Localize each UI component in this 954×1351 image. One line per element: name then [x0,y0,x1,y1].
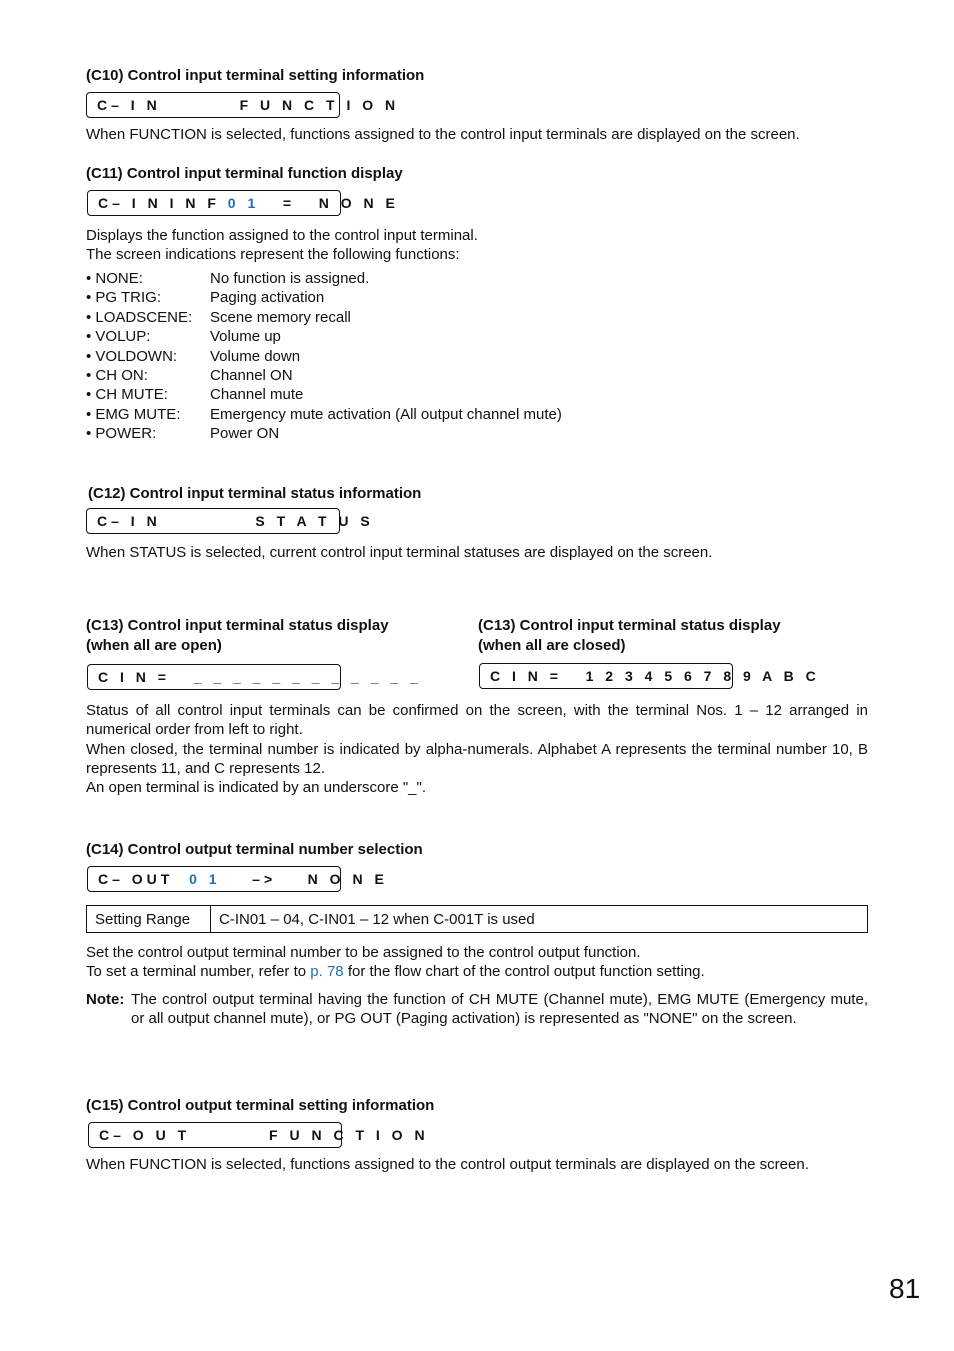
c14-lcd-number: 0 1 [189,871,221,887]
c13-description-2: When closed, the terminal number is indicated by alpha-numerals. Alphabet A represents the terminal number 10, B represents 11, and C represents 12. [86,741,868,778]
note-text: The control output terminal having the function of CH MUTE (Channel mute), EMG MUTE (Emergency mute, or all output channel mute), or PG OUT (Paging activation) is represented as "NONE" on the screen. [131,991,868,1028]
c14-description-1: Set the control output terminal number to be assigned to the control output function. [86,944,641,961]
function-list-item [86,308,686,328]
c11-lcd-suffix: = N O N E [259,195,399,211]
c15-lcd-display: C– O U T F U N C T I O N [88,1122,342,1148]
function-key: • CH ON: [86,367,148,384]
table-row [87,906,868,933]
c12-description: When STATUS is selected, current control input terminal statuses are displayed on the screen. [86,544,713,561]
note-label: Note: [86,991,125,1008]
function-desc: Channel ON [210,367,293,384]
c11-lcd-number: 0 1 [227,195,260,211]
c10-description: When FUNCTION is selected, functions assigned to the control input terminals are displayed on the screen. [86,126,800,143]
function-desc: Paging activation [210,289,325,307]
setting-range-label: Setting Range [87,906,211,933]
c14-lcd-prefix: C– OUT [98,871,190,887]
function-key: • PG TRIG: [86,289,161,307]
c14-description-2 [86,962,705,981]
c13-right-heading-2: (when all are closed) [478,637,626,654]
function-list-item [86,366,686,386]
setting-range-table [86,905,868,933]
c14-heading: (C14) Control output terminal number selection [86,841,423,858]
c13-open-lcd-display: C I N = _ _ _ _ _ _ _ _ _ _ _ _ [87,664,341,690]
function-list-item [86,385,686,405]
function-list-item [86,269,686,289]
function-desc: Volume down [210,347,301,365]
function-key: • VOLUP: [86,328,151,346]
c13-description-3: An open terminal is indicated by an underscore "_". [86,779,427,796]
c15-heading: (C15) Control output terminal setting information [86,1097,435,1114]
function-list-item [86,288,686,308]
c13-right-heading-1: (C13) Control input terminal status display [478,617,781,634]
function-list-item [86,424,686,444]
function-key: • EMG MUTE: [86,405,181,423]
c11-heading: (C11) Control input terminal function display [86,165,403,182]
setting-range-value: C-IN01 – 04, C-IN01 – 12 when C-001T is used [211,906,868,933]
c14-lcd-suffix: –> N O N E [220,871,388,887]
c11-description-1: Displays the function assigned to the control input terminal. [86,227,478,244]
c14-lcd-display [87,866,388,892]
c12-lcd-display: C– I N S T A T U S [86,508,340,534]
function-desc: Emergency mute activation (All output channel mute) [210,405,562,423]
page-number: 81 [889,1273,921,1304]
function-desc: Power ON [210,425,280,443]
function-key: • POWER: [86,425,157,443]
function-key: • LOADSCENE: [86,308,193,326]
function-desc: Volume up [210,328,281,346]
c15-description: When FUNCTION is selected, functions assigned to the control output terminals are displayed on the screen. [86,1156,809,1173]
page-78-link[interactable]: p. 78 [310,963,344,980]
c14-description-2-post: for the flow chart of the control output function setting. [343,963,705,980]
c12-heading: (C12) Control input terminal status information [88,485,422,502]
c14-note [86,990,868,1029]
function-desc: Channel mute [210,386,304,404]
function-key: • CH MUTE: [86,386,168,404]
c10-heading: (C10) Control input terminal setting information [86,67,425,84]
c14-description-2-pre: To set a terminal number, refer to [86,963,311,980]
function-desc: Scene memory recall [210,308,351,326]
function-desc: No function is assigned. [210,270,370,287]
function-list-item [86,405,686,425]
function-key: • VOLDOWN: [86,347,178,365]
c13-description-1: Status of all control input terminals can be confirmed on the screen, with the terminal Nos. 1 – 12 arranged in numerical order from left to right. [86,702,868,739]
c11-lcd-prefix: C– I N I N F [98,195,228,211]
c10-lcd-display: C– I N F U N C T I O N [86,92,340,118]
c13-closed-lcd-display: C I N = 1 2 3 4 5 6 7 8 9 A B C [479,663,733,689]
c13-left-heading-2: (when all are open) [86,637,222,654]
function-key: • NONE: [86,270,143,287]
c13-left-heading-1: (C13) Control input terminal status display [86,617,389,634]
c11-description-2: The screen indications represent the following functions: [86,246,460,263]
function-list-item [86,347,686,367]
function-list-item [86,327,686,347]
c11-lcd-display [87,190,399,216]
